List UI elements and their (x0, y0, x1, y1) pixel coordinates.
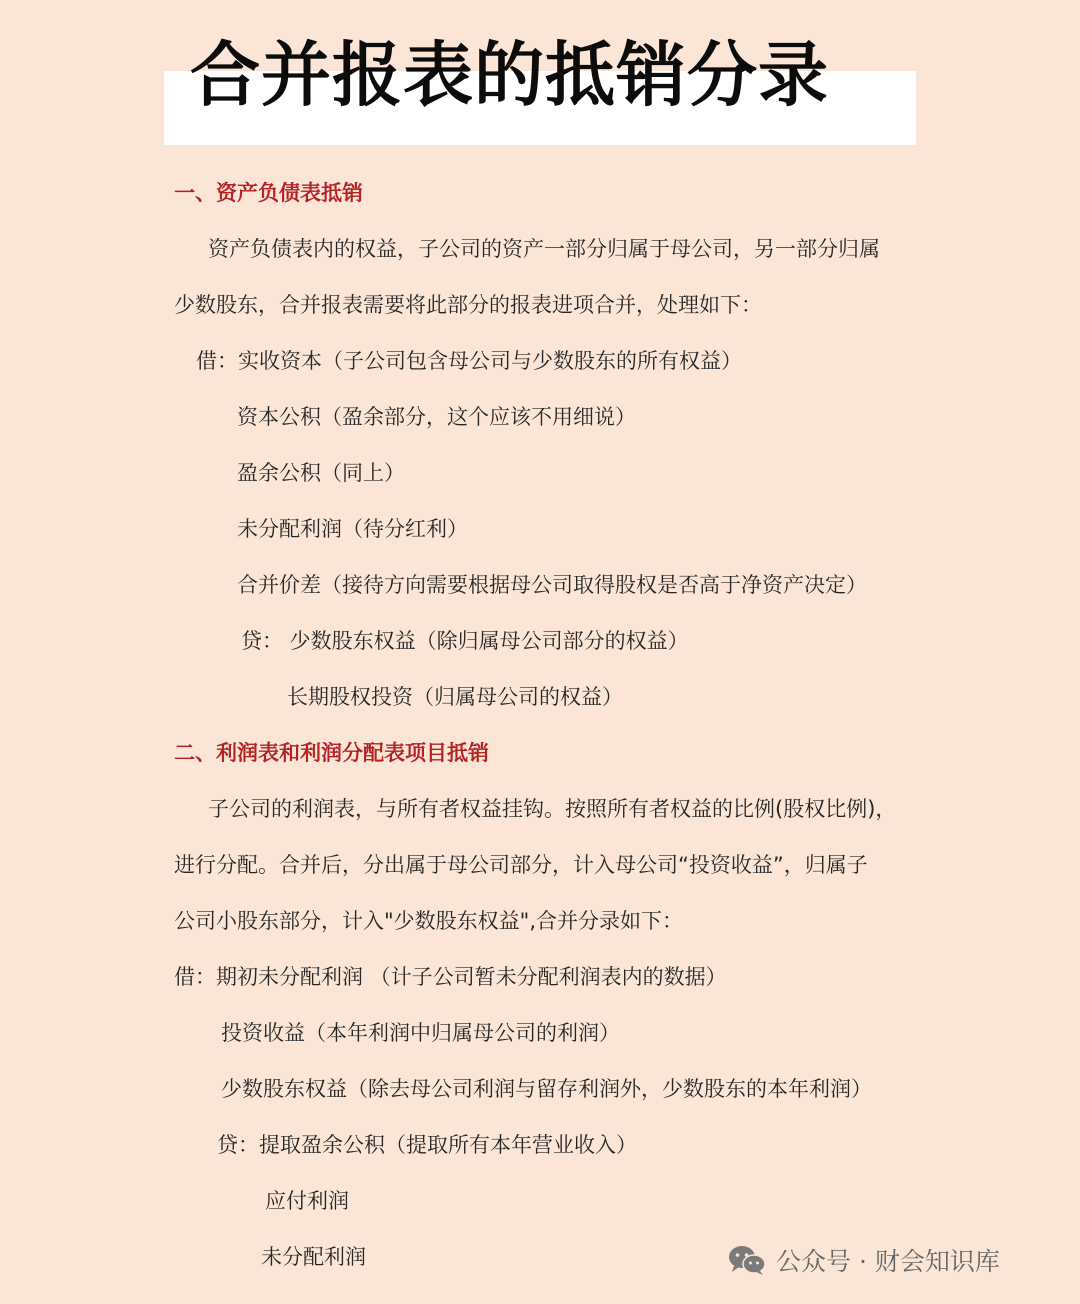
section1-entry-consolidation-difference: 合并价差（接待方向需要根据母公司取得股权是否高于净资产决定） (237, 573, 867, 597)
section1-entry-long-term-equity-investment: 长期股权投资（归属母公司的权益） (287, 685, 623, 709)
section1-paragraph-line2: 少数股东，合并报表需要将此部分的报表进项合并，处理如下： (174, 293, 762, 317)
section2-paragraph-line3: 公司小股东部分，计入"少数股东权益",合并分录如下： (174, 909, 683, 933)
section1-entry-credit-minority-interest: 贷： 少数股东权益（除归属母公司部分的权益） (241, 629, 689, 653)
section2-paragraph-line1: 子公司的利润表，与所有者权益挂钩。按照所有者权益的比例(股权比例)， (208, 797, 897, 821)
section2-entry-profit-payable: 应付利润 (265, 1189, 349, 1213)
section2-entry-minority-interest: 少数股东权益（除去母公司利润与留存利润外，少数股东的本年利润） (221, 1077, 872, 1101)
section2-entry-debit-opening-undistributed-profit: 借：期初未分配利润 （计子公司暂未分配利润表内的数据） (174, 965, 727, 989)
section1-paragraph-line1: 资产负债表内的权益，子公司的资产一部分归属于母公司，另一部分归属 (208, 237, 880, 261)
page-title: 合并报表的抵销分录 (190, 34, 829, 116)
wechat-icon (728, 1244, 766, 1276)
section1-entry-surplus-reserve: 盈余公积（同上） (237, 461, 405, 485)
section2-paragraph-line2: 进行分配。合并后，分出属于母公司部分，计入母公司“投资收益”，归属子 (174, 853, 868, 877)
section2-entry-investment-income: 投资收益（本年利润中归属母公司的利润） (221, 1021, 620, 1045)
section1-entry-capital-reserve: 资本公积（盈余部分，这个应该不用细说） (237, 405, 636, 429)
section2-heading: 二、利润表和利润分配表项目抵销 (174, 741, 489, 765)
section1-heading: 一、资产负债表抵销 (174, 181, 363, 205)
watermark-text: 公众号 · 财会知识库 (776, 1247, 1000, 1276)
section1-entry-debit-paid-in-capital: 借：实收资本（子公司包含母公司与少数股东的所有权益） (196, 349, 742, 373)
section2-entry-credit-surplus-reserve: 贷：提取盈余公积（提取所有本年营业收入） (217, 1133, 637, 1157)
section1-entry-undistributed-profit: 未分配利润（待分红利） (237, 517, 468, 541)
section2-entry-undistributed-profit: 未分配利润 (261, 1245, 366, 1269)
watermark (728, 1242, 1000, 1278)
